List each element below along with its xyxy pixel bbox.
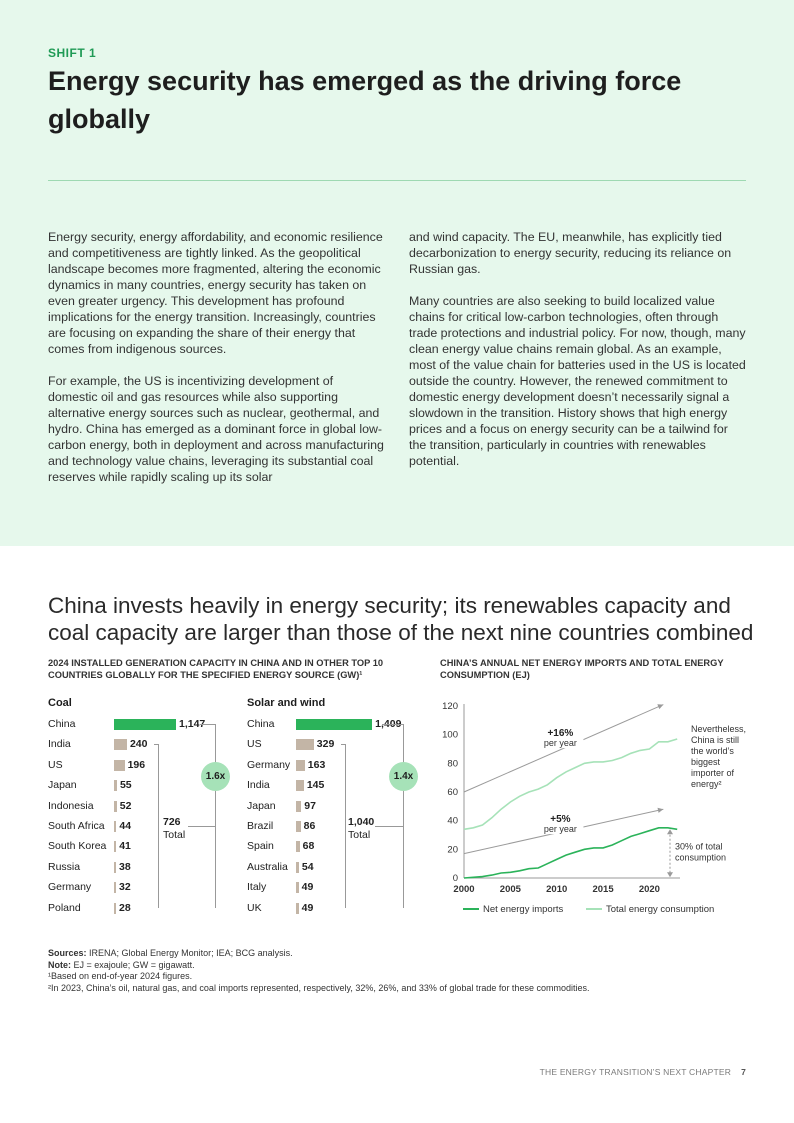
- bar-label: Spain: [247, 840, 274, 853]
- page-number: 7: [741, 1067, 746, 1077]
- panel-heading: Coal: [48, 697, 72, 709]
- bar: [296, 862, 299, 873]
- multiplier-badge: 1.4x: [389, 762, 418, 791]
- side-note-line: Nevertheless,: [691, 724, 747, 734]
- bar-label: Italy: [247, 881, 267, 894]
- footnote-2: ²In 2023, China’s oil, natural gas, and coal imports represented, respectively, 32%, 26%, and 33% of global trade for these commodities.: [48, 982, 590, 993]
- bar-label: US: [247, 738, 262, 751]
- paragraph: and wind capacity. The EU, meanwhile, has explicitly tied decarbonization to energy security, reducing its reliance on Russian gas.: [409, 230, 732, 276]
- bar: [114, 780, 117, 791]
- bar: [114, 882, 116, 893]
- bar: [114, 739, 127, 750]
- bar-label: Japan: [48, 779, 77, 792]
- bar: [114, 801, 117, 812]
- bar-value: 1,147: [179, 718, 206, 730]
- panel-heading: Solar and wind: [247, 697, 326, 709]
- divider: [48, 180, 746, 181]
- bar: [296, 801, 301, 812]
- total-value: 1,040: [348, 816, 375, 828]
- bar-value: 163: [307, 758, 326, 771]
- y-tick-label: 20: [447, 844, 458, 856]
- body-column-left: [48, 229, 386, 501]
- bar: [296, 739, 314, 750]
- note-text: EJ = exajoule; GW = gigawatt.: [73, 959, 195, 970]
- sources-label: Sources:: [48, 948, 87, 958]
- share-label: consumption: [675, 852, 727, 863]
- bar: [296, 821, 301, 832]
- side-note-line: China is still: [691, 735, 740, 745]
- bar-value: 329: [316, 738, 335, 751]
- growth-label: +5%: [550, 814, 571, 826]
- bar-value: 86: [303, 820, 316, 832]
- x-tick-label: 2005: [499, 884, 521, 895]
- bar-value: 97: [304, 799, 316, 812]
- section-label: SHIFT 1: [48, 46, 97, 60]
- y-tick-label: 40: [447, 815, 458, 827]
- bar: [114, 760, 125, 771]
- bar: [114, 821, 116, 832]
- bar-value: 44: [119, 820, 132, 832]
- bracket-line: [341, 744, 345, 745]
- bar-value: 28: [119, 901, 131, 914]
- bar-label: UK: [247, 901, 262, 914]
- bar: [296, 882, 299, 893]
- bracket-line: [188, 826, 215, 827]
- bar-value: 38: [119, 860, 131, 873]
- bar-label: Indonesia: [48, 799, 94, 812]
- bar-value: 49: [301, 901, 314, 914]
- bar: [296, 760, 305, 771]
- bar-value: 145: [306, 779, 325, 792]
- bracket-line: [158, 744, 159, 907]
- bracket-line: [154, 744, 158, 745]
- multiplier-badge: 1.6x: [201, 762, 230, 791]
- bar: [296, 780, 304, 791]
- bar-label: South Korea: [48, 840, 107, 853]
- bar-value: 54: [301, 860, 314, 873]
- x-tick-label: 2020: [638, 884, 660, 895]
- bar-label: US: [48, 758, 63, 771]
- side-note-line: importer of: [691, 768, 735, 778]
- bar-label: Russia: [48, 860, 81, 873]
- y-tick-label: 80: [447, 758, 458, 770]
- legend-label: Net energy imports: [483, 904, 564, 915]
- bar-value: 1,409: [375, 718, 402, 730]
- page-title: Energy security has emerged as the driving force globally: [48, 66, 682, 134]
- growth-unit: per year: [543, 824, 577, 835]
- paragraph: Energy security, energy affordability, and economic resilience and competitiveness are tightly linked. As the geopolitical landscape becomes more fragmented, altering the economic dynamics in many countries, energy security has taken on even greater urgency. This development has profound implications for the energy transition. Increasingly, countries are focusing on expanding the share of their energy that comes from indigenous sources.: [48, 230, 383, 356]
- total-label: Total: [163, 829, 186, 841]
- share-marker-head: [667, 829, 673, 834]
- bracket-line: [375, 826, 403, 827]
- series-line: [464, 828, 677, 878]
- bracket-line: [403, 724, 404, 908]
- total-label: Total: [348, 829, 371, 841]
- bar-value: 32: [119, 881, 131, 894]
- growth-label: +16%: [547, 728, 574, 740]
- bar-value: 240: [129, 738, 148, 751]
- bar-value: 41: [119, 840, 131, 853]
- y-tick-label: 60: [447, 787, 458, 798]
- bar: [296, 719, 372, 730]
- x-tick-label: 2010: [546, 884, 568, 895]
- bar-label: Poland: [48, 901, 81, 914]
- bar: [114, 719, 176, 730]
- bar-label: Brazil: [247, 820, 274, 832]
- page-footer: [540, 1067, 746, 1077]
- bracket-line: [200, 724, 215, 725]
- bar-label: India: [247, 779, 270, 792]
- bar-label: Japan: [247, 799, 276, 812]
- bar-value: 196: [127, 758, 146, 771]
- legend-label: Total energy consumption: [606, 904, 715, 915]
- side-note-line: energy²: [691, 779, 722, 789]
- bar-label: India: [48, 738, 71, 751]
- bar: [114, 862, 116, 873]
- footnotes: [48, 948, 748, 994]
- paragraph: Many countries are also seeking to build localized value chains for critical low-carbon technologies, often through trade protections and industrial policy. For now, though, many clean energy value chains remain global. As an example, most of the value chain for batteries used in the US is located outside the country. However, the renewed commitment to domestic energy development doesn’t necessarily signal a slowdown in the transition. History shows that high energy prices and a focus on energy security can be a tailwind for the transition, particularly in countries with renewables potential.: [409, 294, 746, 468]
- bar-value: 52: [119, 799, 132, 812]
- note-label: Note:: [48, 959, 71, 970]
- exhibit-title: China invests heavily in energy security; its renewables capacity and coal capacity are larger than those of the next nine countries combined: [48, 593, 754, 645]
- side-note-line: biggest: [691, 757, 721, 767]
- bracket-line: [215, 724, 216, 908]
- y-tick-label: 120: [442, 701, 458, 712]
- bar: [296, 903, 299, 914]
- y-tick-label: 0: [452, 873, 458, 884]
- y-tick-label: 100: [442, 729, 458, 741]
- bar-label: Germany: [247, 758, 291, 771]
- running-title: THE ENERGY TRANSITION’S NEXT CHAPTER: [539, 1067, 732, 1077]
- sources-text: IRENA; Global Energy Monitor; IEA; BCG analysis.: [89, 948, 293, 958]
- bar: [114, 841, 116, 852]
- paragraph: For example, the US is incentivizing development of domestic oil and gas resources while also supporting alternative energy sources such as nuclear, geothermal, and hydro. China has emerged as a dominant force in global low-carbon energy, both in deployment and across manufacturing and technology value chains, leveraging its substantial coal reserves while rapidly scaling up its solar: [48, 374, 384, 484]
- side-note-line: the world’s: [691, 746, 734, 756]
- footnote-1: ¹Based on end-of-year 2024 figures.: [48, 971, 193, 981]
- body-column-right: [409, 229, 747, 485]
- x-tick-label: 2000: [453, 884, 475, 895]
- bar-label: Germany: [48, 881, 92, 894]
- line-chart: [436, 692, 756, 932]
- bar-label: China: [48, 718, 76, 730]
- bar: [114, 903, 116, 914]
- growth-arrow-head: [658, 808, 664, 813]
- bar-chart-title: 2024 INSTALLED GENERATION CAPACITY IN CHINA AND IN OTHER TOP 10 COUNTRIES GLOBALLY FOR THE SPECIFIED ENERGY SOURCE (GW)¹: [48, 658, 384, 680]
- total-value: 726: [163, 816, 181, 828]
- bracket-line: [382, 724, 403, 725]
- bar-value: 68: [302, 840, 315, 853]
- bar: [296, 841, 300, 852]
- bar-label: China: [247, 718, 275, 730]
- line-chart-title: CHINA’S ANNUAL NET ENERGY IMPORTS AND TOTAL ENERGY CONSUMPTION (EJ): [440, 658, 724, 680]
- bar-value: 55: [119, 779, 132, 792]
- bracket-line: [345, 744, 346, 907]
- x-tick-label: 2015: [592, 884, 614, 895]
- bar-label: Australia: [247, 860, 288, 873]
- share-label: 30% of total: [675, 841, 723, 852]
- bar-value: 49: [301, 881, 314, 894]
- share-marker-head: [667, 872, 673, 877]
- growth-arrow: [464, 705, 663, 792]
- bar-label: South Africa: [48, 820, 105, 832]
- growth-unit: per year: [543, 738, 577, 749]
